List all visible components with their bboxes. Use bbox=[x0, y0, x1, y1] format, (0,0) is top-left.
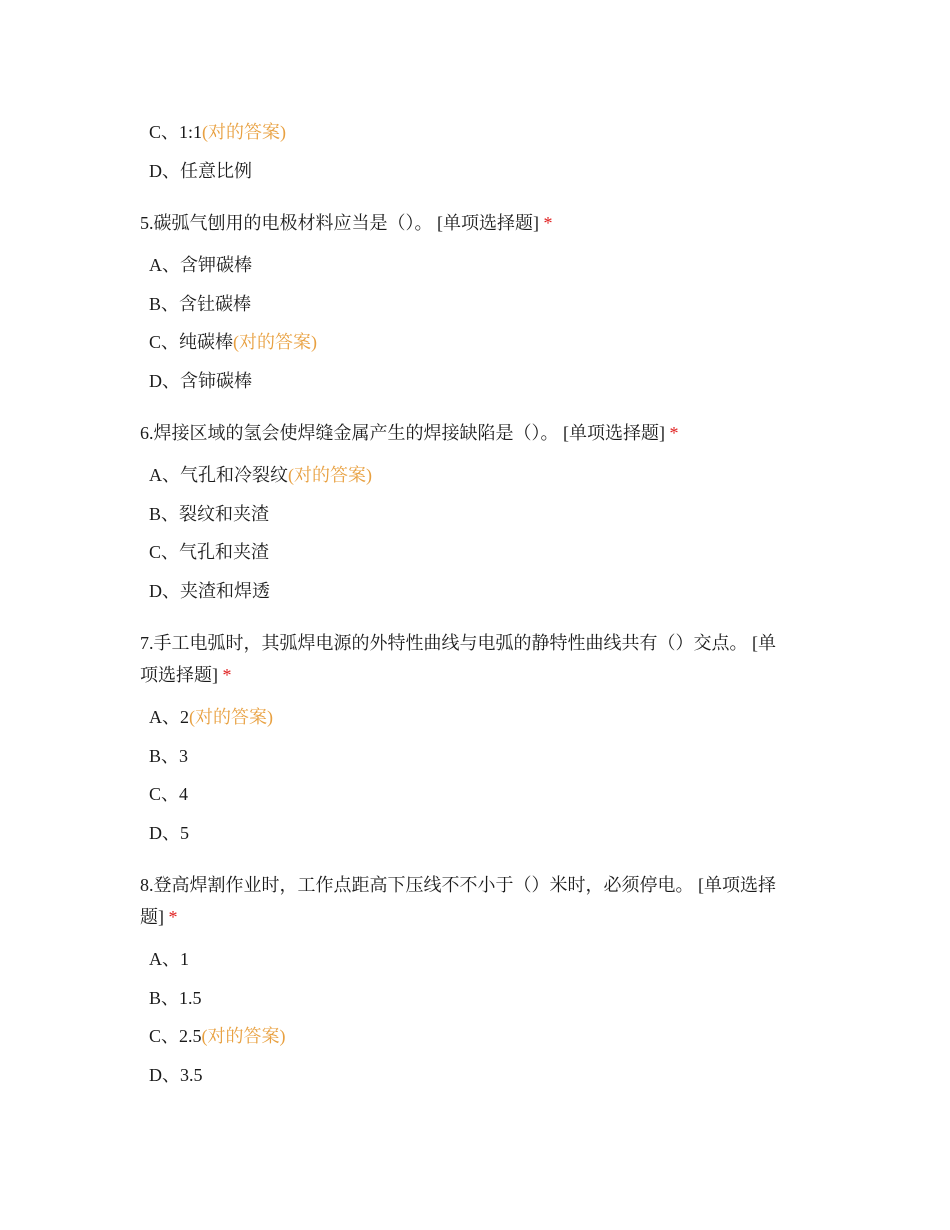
option-label: B、3 bbox=[149, 746, 189, 766]
question-text: 8.登高焊割作业时，工作点距高下压线不不小于（）米时，必须停电。 [单项选择 bbox=[140, 875, 776, 895]
q7-option-d bbox=[149, 821, 189, 845]
q8-option-c bbox=[149, 1024, 286, 1048]
q8-option-b bbox=[149, 986, 202, 1010]
option-label: C、2.5 bbox=[149, 1026, 202, 1046]
option-label: B、裂纹和夹渣 bbox=[149, 504, 270, 524]
required-star: * bbox=[669, 423, 679, 443]
q8-title-line2 bbox=[140, 905, 178, 929]
question-text: 7.手工电弧时，其弧焊电源的外特性曲线与电弧的静特性曲线共有（）交点。 [单 bbox=[140, 633, 776, 653]
question-text: 题] bbox=[140, 907, 164, 927]
correct-answer-tag: (对的答案) bbox=[288, 465, 372, 485]
option-label: D、任意比例 bbox=[149, 161, 252, 181]
q4-option-d bbox=[149, 159, 252, 183]
q7-title-line2 bbox=[140, 663, 232, 687]
question-text: 项选择题] bbox=[140, 665, 218, 685]
q6-option-b bbox=[149, 502, 269, 526]
option-label: D、3.5 bbox=[149, 1065, 203, 1085]
correct-answer-tag: (对的答案) bbox=[233, 332, 318, 352]
q7-option-a bbox=[149, 705, 273, 729]
q5-option-c bbox=[149, 330, 317, 354]
q4-option-c bbox=[149, 120, 286, 144]
q5-title bbox=[140, 211, 553, 235]
q7-title-line1 bbox=[140, 631, 776, 655]
required-star: * bbox=[222, 665, 232, 685]
option-label: D、含铈碳棒 bbox=[149, 371, 252, 391]
correct-answer-tag: (对的答案) bbox=[201, 1026, 286, 1046]
required-star: * bbox=[168, 907, 178, 927]
option-label: C、气孔和夹渣 bbox=[149, 542, 270, 562]
option-label: C、纯碳棒 bbox=[149, 332, 234, 352]
q5-option-a bbox=[149, 253, 252, 277]
correct-answer-tag: (对的答案) bbox=[202, 122, 287, 142]
q8-option-d bbox=[149, 1063, 203, 1087]
option-label: D、夹渣和焊透 bbox=[149, 581, 270, 601]
option-label: A、2 bbox=[149, 707, 189, 727]
q6-option-c bbox=[149, 540, 269, 564]
option-label: A、含钾碳棒 bbox=[149, 255, 252, 275]
option-label: C、1:1 bbox=[149, 122, 203, 142]
question-text: 5.碳弧气刨用的电极材料应当是（）。 [单项选择题] bbox=[140, 213, 539, 233]
q5-option-b bbox=[149, 292, 251, 316]
q5-option-d bbox=[149, 369, 252, 393]
option-label: A、1 bbox=[149, 949, 189, 969]
q6-option-d bbox=[149, 579, 270, 603]
option-label: C、4 bbox=[149, 784, 189, 804]
option-label: D、5 bbox=[149, 823, 189, 843]
q8-option-a bbox=[149, 947, 189, 971]
q8-title-line1 bbox=[140, 873, 776, 897]
option-label: A、气孔和冷裂纹 bbox=[149, 465, 288, 485]
option-label: B、含钍碳棒 bbox=[149, 294, 252, 314]
q6-title bbox=[140, 421, 679, 445]
required-star: * bbox=[543, 213, 553, 233]
option-label: B、1.5 bbox=[149, 988, 202, 1008]
correct-answer-tag: (对的答案) bbox=[189, 707, 273, 727]
q6-option-a bbox=[149, 463, 372, 487]
q7-option-b bbox=[149, 744, 188, 768]
q7-option-c bbox=[149, 782, 188, 806]
question-text: 6.焊接区域的氢会使焊缝金属产生的焊接缺陷是（）。 [单项选择题] bbox=[140, 423, 665, 443]
